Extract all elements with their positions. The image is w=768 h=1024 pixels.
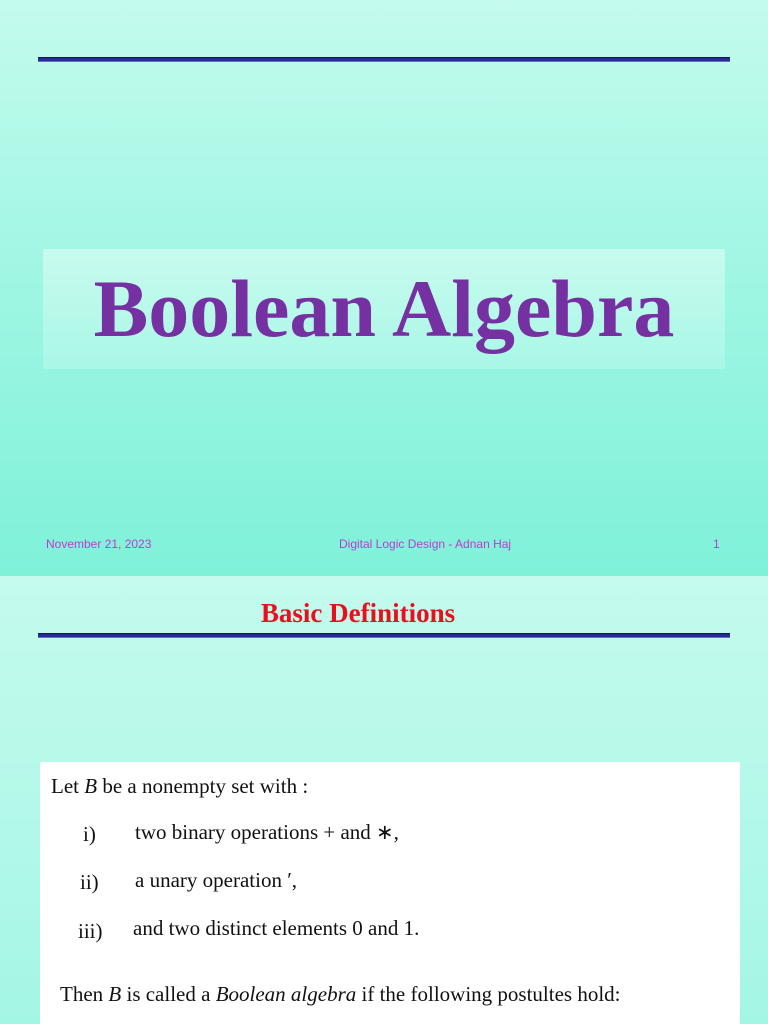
slide-title: Boolean Algebra: [93, 263, 675, 354]
definition-outro: [60, 982, 621, 1007]
item-text: a unary operation ′,: [135, 868, 298, 892]
slide-heading: Basic Definitions: [260, 598, 456, 628]
item-number: ii): [80, 870, 99, 894]
outro-suffix: if the following postultes hold:: [356, 982, 621, 1006]
heading-rule: [38, 633, 730, 638]
title-box: [43, 249, 725, 369]
item-number: i): [83, 822, 96, 846]
item-text: and two distinct elements 0 and 1.: [133, 916, 420, 940]
outro-variable: B: [108, 982, 122, 1006]
outro-mid: is called a: [121, 982, 216, 1006]
intro-suffix: be a nonempty set with :: [97, 774, 309, 798]
intro-variable: B: [84, 774, 98, 798]
definitions-slide: [0, 576, 768, 1024]
item-number: iii): [78, 919, 103, 943]
top-rule: [38, 57, 730, 62]
definition-box: [40, 762, 740, 1024]
footer-page-number: 1: [713, 537, 720, 551]
footer-course: Digital Logic Design - Adnan Haj: [339, 537, 512, 551]
footer-date: November 21, 2023: [46, 537, 152, 551]
definition-intro: [51, 774, 308, 799]
intro-prefix: Let: [51, 774, 85, 798]
item-text: two binary operations + and ∗,: [135, 820, 399, 844]
outro-term: Boolean algebra: [215, 982, 357, 1006]
outro-prefix: Then: [60, 982, 109, 1006]
